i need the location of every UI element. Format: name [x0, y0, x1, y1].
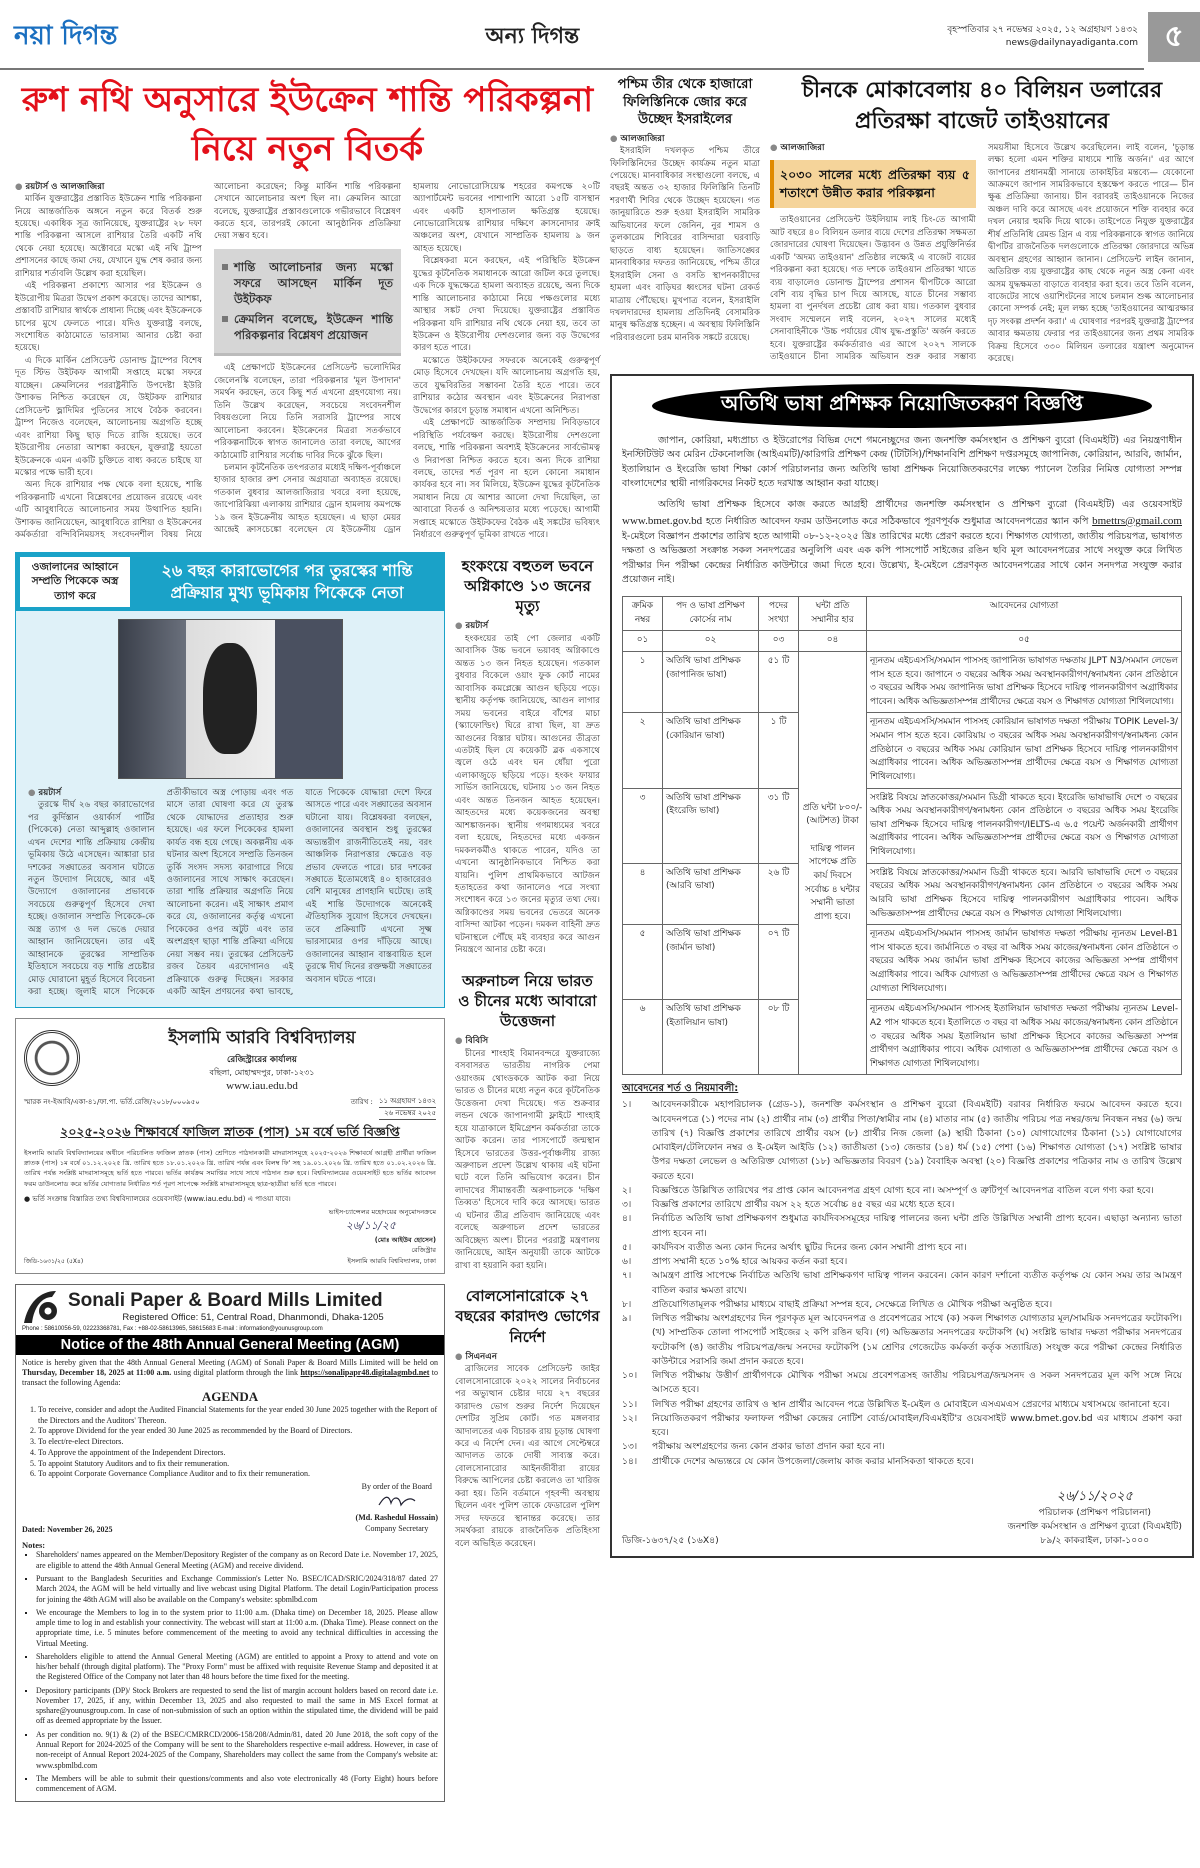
notes-list [22, 1550, 438, 1794]
agenda-title: AGENDA [201, 1388, 259, 1404]
iau-header [24, 1025, 436, 1092]
condition-number: ৮। [622, 1298, 632, 1310]
date-label: তারিখ : [350, 1097, 373, 1106]
table-row [623, 1000, 1182, 1075]
agm-intro [22, 1358, 438, 1389]
intro-text: using digital platform through the link [171, 1367, 301, 1377]
article-source: ● রয়টার্স [28, 787, 155, 799]
paragraph: এই প্রেক্ষাপটে ইউক্রেনের প্রেসিডেন্ট ভলোদিমির জেলেনস্কি বলেছেন, তারা পরিকল্পনার 'মূল উপাদান' সমর্থন করছেন, তবে কিছু শর্ত এখনো গ্রহণযোগ্য নয়। তিনি উল্লেখ করেছেন, সবচেয়ে সংবেদনশীল বিষয়গুলো নিয়ে তিনি সরাসরি ট্রাম্পের সাথে আলোচনা করবেন। ইউক্রেনের মিত্ররা সতর্কভাবে পরিকল্পনাটিকে স্বাগত জানালেও তারা বলছে, আগের কাঠামোটি রাশিয়ার সর্বোচ্চ দাবির দিকে ঝুঁকে ছিল। [214, 363, 401, 461]
article-source: ● সিএনএন [455, 1351, 600, 1363]
post-count-cell: ২৬ টি [759, 863, 799, 925]
post-name-cell: অতিথি ভাষা প্রশিক্ষক (জাপানিজ ভাষা) [663, 651, 759, 713]
post-name-cell: অতিথি ভাষা প্রশিক্ষক (আরবি ভাষা) [663, 863, 759, 925]
condition-text: লিখিত পরীক্ষা গ্রহণের তারিখ ও স্থান প্রার্থীর আবেদন পত্রে উল্লিখিত ই-মেইল ও মোবাইলে এসএমএস প্রেরণের মাধ্যমে যথাসময়ে জানানো হবে। [652, 1398, 1170, 1410]
taiwan-headline: চীনকে মোকাবেলায় ৪০ বিলিয়ন ডলারের প্রতিরক্ষা বাজেট তাইওয়ানের [801, 78, 1163, 134]
left-lower-section [15, 552, 600, 1803]
condition-number: ১৪। [622, 1455, 638, 1467]
ukraine-article-body [15, 181, 600, 542]
admission-notice-title: ২০২৫-২০২৬ শিক্ষাবর্ষে ফাজিল স্নাতক (পাস) ১ম বর্ষে ভর্তি বিজ্ঞপ্তি [60, 1123, 400, 1139]
post-name-cell: অতিথি ভাষা প্রশিক্ষক (ইংরেজি ভাষা) [663, 788, 759, 863]
bolsonaro-headline: বোলসোনারোকে ২৭ বছরের কারাদণ্ড ভোগের নির্দেশ [455, 1287, 600, 1346]
left-lower-column [15, 552, 445, 1803]
condition-text: পরীক্ষায় অংশগ্রহণের জন্য কোন প্রকার ভাতা প্রদান করা হবে না। [652, 1441, 885, 1453]
left-half [15, 76, 600, 1802]
memo-date-group [351, 1096, 436, 1120]
condition-text: লিখিত পরীক্ষায় অংশগ্রহণের দিন পূরণকৃত মূল আবেদনপত্র ও প্রবেশপত্রের সাথে (ক) সকল শিক্ষাগত যোগ্যতার মূল/সাময়িক সনদপত্রের ফটোকপি। (খ) সাম্প্রতিক তোলা পাসপোর্ট সাইজের ২ কপি রঙিন ছবি। (গ) অভিজ্ঞতার সনদপত্রের ফটোকপি (ঘ) সংশ্লিষ্ট ভাষার দক্ষতা পরীক্ষার সনদপত্রের ফটোকপি (ঙ) জাতীয় পরিচয়পত্র/জন্ম সনদের ফটোকপি (১ম শ্রেণির গেজেটেড কর্মকর্তা কর্তৃক সত্যায়িত) সংযুক্ত করে পরীক্ষা কেন্দ্রের নির্ধারিত কাউন্টারে সরাসরি জমা প্রদান করতে হবে। [652, 1313, 1182, 1367]
hongkong-article-body [455, 620, 600, 956]
post-count-cell: ১ টি [759, 713, 799, 788]
conditions-title: আবেদনের শর্ত ও নিয়মাবলী: [622, 1083, 739, 1095]
condition-item [622, 1198, 1182, 1212]
agenda-item: 1. To receive, consider and adopt the Audited Financial Statements for the year ended 30 June 2025 together with the Report of the Directors and the Auditors' Thereon. [38, 1405, 438, 1427]
signatory-title: রেজিস্ট্রার [411, 1246, 436, 1255]
arunachal-article [455, 971, 600, 1272]
post-name-cell: অতিথি ভাষা প্রশিক্ষক (জার্মান ভাষা) [663, 925, 759, 1000]
director-signature-block [1008, 1487, 1182, 1548]
company-name: Sonali Paper & Board Mills Limited [68, 1290, 383, 1312]
condition-number: ২। [622, 1184, 632, 1196]
westbank-article [610, 76, 760, 366]
iau-title: ইসলামি আরবি বিশ্ববিদ্যালয় [168, 1027, 356, 1048]
agenda-item: 4. To Approve the appointment of the Independent Directors. [38, 1448, 438, 1459]
honorarium-cell: প্রতি ঘন্টা ৮০০/- (আটশত) টাকা দায়িত্ব পালন সাপেক্ষে প্রতি কার্য দিবসে সর্বোচ্চ ৪ ঘন্টার সম্মানী ভাতা প্রাপ্য হবে। [799, 651, 867, 1075]
sonali-header [22, 1289, 438, 1325]
agm-signature-block [22, 1482, 438, 1534]
post-count-cell: ০৮ টি [759, 1000, 799, 1075]
agenda-item: 2. To approve Dividend for the year ended 30 June 2025 as recommended by the Board of Directors. [38, 1426, 438, 1437]
university-seal-icon [24, 1030, 80, 1086]
requirements-cell: সংশ্লিষ্ট বিষয়ে স্নাতকোত্তর/সমমান ডিগ্রী থাকতে হবে। আরবি ভাষাভাষি দেশে ৩ বছরের বছরের অধিক সময় অবস্থানকারীগণ/স্বনামধন্য কোন প্রতিষ্ঠানে ৩ বছরের অধিক সময় আরবি ভাষা প্রশিক্ষক হিসেবে দায়িত্ব পালনকারীগণ অগ্রাধিকার পাবেন। অধিক অভিজ্ঞতাসম্পন্ন প্রার্থীদের ক্ষেত্রে বয়স ও শিক্ষাগত যোগ্যতা শিথিলযোগ্য। [867, 863, 1182, 925]
bmet-footer [622, 1487, 1182, 1548]
intro-text: to transact the following Agenda: [22, 1367, 438, 1388]
company-logo-icon [22, 1289, 62, 1325]
memo-number: স্মারক নং-ইআবি/একা-৪১/ফা.পা. ভর্তি.রেজি/২০১৮/০০০৯৫০ [24, 1097, 200, 1106]
hongkong-article [455, 556, 600, 957]
text: ই-মেইলে বিজ্ঞাপন প্রকাশের তারিখ হতে আগামী ০৮-১২-২০২৫ খ্রিঃ তারিখের মধ্যে প্রেরণ করতে হবে। শিক্ষাগত যোগ্যতা, জাতীয় পরিচয়পত্র, ভাষাগত দক্ষতা ও অভিজ্ঞতা সংক্রান্ত সকল সনদপত্রের অনুলিপি এবং এক কপি পাসপোর্ট সাইজের রঙিন ছবি মূল আবেদনপত্রের সাথে সংযুক্ত করে লিখিত পরীক্ষার দিন পরীক্ষা কেন্দ্রের নির্ধারিত কাউন্টারে জমা দিতে হবে। উল্লেখ্য, ই-মেইলে প্রেরণকৃত আবেদনপত্রের সাথে কোন সনদপত্র সংযুক্ত করার প্রয়োজন নাই। [622, 530, 1182, 586]
serial-cell: ১ [623, 651, 663, 713]
signatory-address: ৮৯/২ কাকরাইল, ঢাকা-১০০০ [1040, 1534, 1150, 1546]
page-number: ৫ [1148, 12, 1200, 62]
condition-text: লিখিত পরীক্ষায় উত্তীর্ণ প্রার্থীগণকে মৌখিক পরীক্ষা সময়ে প্রবেশপত্রসহ জাতীয় পরিচয়পত্র/জন্মসনদ ও সকল সনদপত্রের মূল কপি সঙ্গে নিয়ে আসতে হবে। [652, 1370, 1182, 1396]
paragraph: অন্য দিকে রাশিয়ার পক্ষ থেকে বলা হয়েছে, শান্তি পরিকল্পনাটি এখনো বিশ্লেষণের প্রয়োজন রয়েছে এবং এটি আবুধাবিতে আলোচনার সময় উত্থাপিত হয়নি। উশাকভ জানিয়েছেন, আবুধাবিতে রাশিয়া ও ইউক্রেনের কর্মকর্তারা বন্দিবিনিময়সহ সংবেদনশীল বিষয় নিয়ে আলোচনা করেছেন; কিন্তু মার্কিন শান্তি পরিকল্পনা সেখানে আলোচনার অংশ ছিল না। ক্রেমলিন আরো বলেছে, যুক্তরাষ্ট্রের প্রস্তাবগুলোকে গভীরভাবে বিশ্লেষণ করতে হবে, তারপরই কোনো আনুষ্ঠানিক প্রতিক্রিয়া দেয়া সম্ভব হবে। [15, 181, 401, 541]
paragraph: মস্কোতে উইটকফের সফরকে অনেকেই গুরুত্বপূর্ণ মোড় হিসেবে দেখছেন। যদি আলোচনায় অগ্রগতি হয়, তবে যুদ্ধবিরতির সম্ভাবনা তৈরি হতে পারে। তবে রাশিয়ার কঠোর অবস্থান এবং ইউক্রেনের নিরাপত্তা উদ্বেগের কারণে চূড়ান্ত সমাধান এখনো অনিশ্চিত। [413, 355, 600, 416]
column-header: পদের সংখ্যা [759, 597, 799, 631]
signatory-org: ইসলামি আরবি বিশ্ববিদ্যালয়, ঢাকা [347, 1256, 436, 1265]
column-number: ০৪ [799, 631, 867, 652]
date-text: বৃহস্পতিবার ২৭ নভেম্বর ২০২৫, ১২ অগ্রহায়ণ ১৪৩২ [947, 24, 1138, 35]
column-header: পদ ও ভাষা প্রশিক্ষণ কোর্সের নাম [663, 597, 759, 631]
approval-text: ভাইস-চ্যান্সেলর মহোদয়ের অনুমোদনক্রমে [328, 1207, 436, 1216]
post-name-cell: অতিথি ভাষা প্রশিক্ষক (কোরিয়ান ভাষা) [663, 713, 759, 788]
condition-item [622, 1398, 1182, 1412]
condition-text: আবেদনকারীকে মহাপরিচালক (গ্রেড-১), জনশক্তি কর্মসংস্থান ও প্রশিক্ষণ ব্যুরো (বিএমইটি) বরাবর নির্ধারিত ফরমে আবেদন করতে হবে। আবেদনপত্রে (১) পদের নাম (২) প্রার্থীর নাম (৩) প্রার্থীর পিতা/স্বামীর নাম (৪) মাতার নাম (৫) জাতীয় পরিচয় পত্র নম্বর/জন্ম নিবন্ধন নম্বর (৬) জন্ম তারিখ (৭) বিজ্ঞপ্তি প্রকাশের তারিখে প্রার্থীর বয়স (৮) প্রার্থীর নিজ জেলা (৯) স্থায়ী ঠিকানা (১০) যোগাযোগের ঠিকানা (১১) যোগাযোগের মোবাইল/টেলিফোন নম্বর ও ই-মেইল আইডি (১২) জাতীয়তা (১৩) জেন্ডার (১৪) ধর্ম (১৫) পেশা (১৬) শিক্ষাগত যোগ্যতা (১৭) সংশ্লিষ্ট ভাষার উপর দক্ষতা লেভেল ও অতিরিক্ত যোগ্যতা (১৮) অভিজ্ঞতার বিবরণ (১৯) বৈবাহিক অবস্থা (২০) বিজ্ঞপ্তি প্রকাশের পত্রিকার নাম ও তারিখ উল্লেখ করতে হবে। [652, 1099, 1182, 1182]
registered-office: Registered Office: 51, Central Road, Dhanmondi, Dhaka-1205 [122, 1312, 384, 1324]
column-number-row [623, 631, 1182, 652]
bullet-text: ভর্তি সংক্রান্ত বিস্তারিত তথ্য বিশ্ববিদ্যালয়ের ওয়েবসাইট (www.iau.edu.bd) এ পাওয়া যাবে। [32, 1194, 291, 1203]
issue-date [947, 24, 1138, 51]
post-count-cell: ০৭ টি [759, 925, 799, 1000]
table-header-row [623, 597, 1182, 631]
application-email-link[interactable]: bmettrs@gmail.com [1092, 514, 1182, 527]
condition-item [622, 1455, 1182, 1469]
condition-text: বিজ্ঞপ্তি প্রকাশের তারিখে প্রার্থীর বয়স ২২ হতে সর্বোচ্চ ৪৫ বছর এর মধ্যে হতে হবে। [652, 1199, 955, 1211]
note-item: ▪ As per condition no. 9(1) & (2) of the BSEC/CMRRCD/2006-158/208/Admin/81, dated 20 June 2018, the soft copy of the Annual Report for 2024-2025 of the Company will be sent to the Shareholders respective e-mail address. However, in case of non-receipt of Annual Report 2024-2025 of the Company, Shareholders may collect the same from the Company's website at: www.spbmlbd.com [36, 1730, 438, 1771]
condition-text: কার্যদিবস ব্যতীত অন্য কোন দিনের অর্থাৎ ছুটির দিনের জন্য কোন সম্মানী প্রাপ্য হবে না। [652, 1241, 967, 1253]
notice-date: Dated: November 26, 2025 [22, 1525, 113, 1535]
condition-text: প্রার্থীকে দেশের অভ্যন্তরে যে কোন উপজেলা/জেলায় কাজ করার মানসিকতা থাকতে হবে। [652, 1455, 974, 1467]
note-item: ▪ The Members will be able to submit their questions/comments and also vote electronically 48 (Forty Eight) hours before commencement of AGM. [36, 1774, 438, 1795]
ad-code: জিডি-১৬৩১/২৫ (৫X৪) [24, 1257, 84, 1265]
condition-number: ৩। [622, 1199, 632, 1211]
condition-item [622, 1312, 1182, 1369]
paragraph: তাইওয়ানের প্রেসিডেন্ট উইলিয়াম লাই চিং-তে আগামী আট বছরে ৪০ বিলিয়ন ডলার ব্যয়ে দেশের প্রতিরক্ষা সক্ষমতা জোরদারের ঘোষণা দিয়েছেন। উদ্ভাবন ও উন্নত প্রযুক্তিনির্ভর একটি 'অদম্য তাইওয়ান' প্রতিষ্ঠার লক্ষ্যেই এ বাজেট ব্যয়ের পরিকল্পনা করা হয়েছে। গত দশকে তাইওয়ান প্রতিরক্ষা খাতে ব্যয় বাড়ালেও ডোনাল্ড ট্রাম্পের প্রশাসন দ্বীপটিকে আরো বেশি ব্যয় বৃদ্ধির চাপ দিয়ে আসছে, যাতে চীনের সম্ভাব্য হামলা বা পুনর্দখল প্রচেষ্টা রোধ করা যায়। গতকাল বুধবার সংবাদ সম্মেলনে লাই বলেন, ২০২৭ সালের মধ্যেই সেনাবাহিনীকে 'উচ্চ পর্যায়ের যৌথ যুদ্ধ-প্রস্তুতি' অর্জন করতে হবে। যুক্তরাষ্ট্রের কর্মকর্তারাও এর আগে ২০২৭ সালকে তাইওয়ানে চীনা সামরিক অভিযান শুরু করার সম্ভাব্য সময়সীমা হিসেবে উল্লেখ করেছিলেন। লাই বলেন, 'চূড়ান্ত লক্ষ্য হলো এমন শক্তির মাধ্যমে শান্তি অর্জন।' এর আগে জাপানের প্রধানমন্ত্রী সানায়ে তাকাইচির মন্তব্যে— যেকোনো আক্রমণে জাপান সামরিকভাবে হস্তক্ষেপ করতে পারে— চীন ক্ষুব্ধ প্রতিক্রিয়া জানায়। চীন বরাবরই তাইওয়ানকে নিজের অঞ্চল দাবি করে আসছে এবং প্রয়োজনে শক্তি ব্যবহার করে দখল নেয়ার হুমকি দিয়ে থাকে। তাইপেতে নিযুক্ত যুক্তরাষ্ট্রের শীর্ষ প্রতিনিধি রেমন্ড গ্রিন এ ব্যয় পরিকল্পনাকে স্বাগত জানিয়ে দ্বীপটির রাজনৈতিক দলগুলোকে প্রতিরক্ষা জোরদারে অভিন্ন অবস্থান গ্রহণের আহ্বান জানান। প্রেসিডেন্ট লাইন জানান, অতিরিক্ত ব্যয় যুক্তরাষ্ট্রের কাছ থেকে নতুন অস্ত্র কেনা এবং অসম যুদ্ধক্ষমতা বাড়াতে ব্যবহার করা হবে। তবে তিনি বলেন, বাজেটের সাথে ওয়াশিংটনের সাথে চলমান শুল্ক আলোচনার কোনো সম্পর্ক নেই; মূল লক্ষ্য হচ্ছে 'তাইওয়ানের আত্মরক্ষার দৃঢ় সংকল্প প্রদর্শন করা।' এ ঘোষণার পরপরই যুক্তরাষ্ট্র ট্রাম্পের আবার ক্ষমতায় ফেরার পর তাইওয়ানের জন্য প্রথম সামরিক বিক্রয় হিসেবে ৩৩০ মিলিয়ন ডলারের যন্ত্রাংশ অনুমোদন করেছে। [770, 142, 1194, 365]
requirements-cell: ন্যূনতম এইচএসসি/সমমান পাসসহ জাপানিজ ভাষাগত দক্ষতায় JLPT N3/সমমান লেভেল পাস হতে হবে। জাপানে ৩ বছরের অধিক সময় অবস্থানকারীগণ/স্বনামধন্য কোন প্রতিষ্ঠানে ৩ বছরের অধিক সময় জাপানিজ ভাষা প্রশিক্ষক হিসেবে দায়িত্ব পালনকারীগণ অগ্রাধিকার পাবেন। অধিক অভিজ্ঞতাসম্পন্ন প্রার্থীদের ক্ষেত্রে বয়স ও শিক্ষাগত যোগ্যতা শিথিলযোগ্য। [867, 651, 1182, 713]
condition-item [622, 1269, 1182, 1298]
condition-number: ১। [622, 1099, 632, 1111]
column-number: ০২ [663, 631, 759, 652]
taiwan-article-body [770, 142, 1194, 366]
bmet-website-link[interactable]: www.bmet.gov.bd [622, 514, 703, 527]
paragraph: মার্কিন যুক্তরাষ্ট্রের প্রস্তাবিত ইউক্রেন শান্তি পরিকল্পনা নিয়ে আন্তর্জাতিক অঙ্গনে নতুন করে বিতর্ক শুরু হয়েছে। একাধিক সূত্র জানিয়েছে, যুক্তরাষ্ট্রের ২৮ দফা শান্তি পরিকল্পনা আসলে রাশিয়ার তৈরি একটি নথি থেকে নেয়া হয়েছে। অক্টোবরে মস্কো এই নথি ট্রাম্প প্রশাসনের কাছে জমা দেয়, যেখানে যুদ্ধ শেষ করার জন্য রাশিয়ার শর্তাবলি উল্লেখ করা হয়েছিল। [15, 194, 202, 279]
serial-cell: ৩ [623, 788, 663, 863]
condition-number: ৫। [622, 1241, 632, 1253]
ukraine-headline: রুশ নথি অনুসারে ইউক্রেন শান্তি পরিকল্পনা নিয়ে নতুন বিতর্ক [21, 80, 594, 170]
condition-number: ৪। [622, 1213, 632, 1225]
section-title: অন্য দিগন্ত [485, 23, 580, 49]
bmet-ad-title: অতিথি ভাষা প্রশিক্ষক নিয়োজিতকরণ বিজ্ঞপ্তি [652, 384, 1152, 428]
condition-text: প্রাপ্য সম্মানী হতে ১০% হারে আয়কর কর্তন করা হবে। [652, 1256, 848, 1268]
serial-cell: ৫ [623, 925, 663, 1000]
paragraph: তুরস্কে দীর্ঘ ২৬ বছর কারাভোগের পর কুর্দিস্তান ওয়ার্কার্স পার্টির (পিকেকে) নেতা আব্দুল্লাহ ওজালান এখন দেশের শান্তি প্রক্রিয়ায় কেন্দ্রীয় ভূমিকায় উঠে এসেছেন। আঙ্কারা চার দশকের সঙ্ঘাতের অবসান ঘটাতে নতুন উদ্যোগ নিয়েছে, আর এই উদ্যোগে ওজালানের প্রভাবকে সবচেয়ে গুরুত্বপূর্ণ হিসেবে দেখা হচ্ছে। ওজালান সম্প্রতি পিকেকে-কে অস্ত্র ত্যাগ ও দল ভেঙে দেয়ার আহ্বান জানিয়েছেন। তার এই আহ্বানকে তুরস্কের সাম্প্রতিক ইতিহাসে সবচেয়ে বড় শান্তি প্রচেষ্টার মোড় ঘোরানো মুহূর্ত হিসেবে বিবেচনা করা হচ্ছে। জুলাই মাসে পিকেকে প্রতীকীভাবে অস্ত্র পোড়ায় এবং গত মাসে তারা ঘোষণা করে যে তুরস্ক থেকে যোদ্ধাদের প্রত্যাহার শুরু হয়েছে। এর ফলে পিকেকের হামলা কার্যত বন্ধ হয়ে গেছে। অকল্পনীয় এক ঘটনার অংশ হিসেবে সম্প্রতি তিনজন তুর্কি সংসদ সদস্য কারাগারে গিয়ে ওজালানের সাথে সাক্ষাৎ করেছেন। তারা শান্তি প্রক্রিয়ার অগ্রগতি নিয়ে আলোচনা করেন। এই সাক্ষাৎ প্রমাণ করে যে, ওজালানের কর্তৃত্ব এখনো পিকেকের ওপর অটুট এবং তার অংশগ্রহণ ছাড়া শান্তি প্রক্রিয়া এগিয়ে নেয়া সম্ভব নয়। তুরস্কের প্রেসিডেন্ট রজব তৈয়ব এরদোগানও এই প্রক্রিয়াকে গুরুত্ব দিচ্ছেন। সরকার একটি আইন প্রণয়নের কথা ভাবছে, যাতে পিকেকে যোদ্ধারা দেশে ফিরে আসতে পারে এবং সঙ্ঘাতের অবসান ঘটানো যায়। বিশ্লেষকরা বলছেন, ওজালানের অবস্থান শুধু তুরস্কের অভ্যন্তরীণ রাজনীতিতেই নয়, বরং আঞ্চলিক নিরাপত্তার ক্ষেত্রেও বড় প্রভাব ফেলতে পারে। চার দশকের সঙ্ঘাতে ইতোমধ্যেই ৪০ হাজারেরও বেশি মানুষের প্রাণহানি ঘটেছে। তাই এই শান্তি উদ্যোগকে অনেকেই ঐতিহাসিক সুযোগ হিসেবে দেখছেন। তবে প্রক্রিয়াটি এখনো সূক্ষ্ম ভারসাম্যের ওপর দাঁড়িয়ে আছে। ওজালানের আহ্বান বাস্তবায়িত হলে তুরস্কে দীর্ঘ দিনের রক্তক্ষয়ী সঙ্ঘাতের অবসান ঘটতে পারে। [28, 787, 432, 998]
memo-row [24, 1096, 436, 1120]
paragraph: এই প্রেক্ষাপটে আন্তর্জাতিক সম্প্রদায় নিবিড়ভাবে পরিস্থিতি পর্যবেক্ষণ করছে। ইউরোপীয় দেশগুলো বলছে, শান্তি পরিকল্পনা অবশ্যই ইউক্রেনের সার্বভৌমত্ব ও নিরাপত্তা নিশ্চিত করতে হবে। অন্য দিকে রাশিয়া বলছে, তাদের শর্ত পূরণ না হলে কোনো সমাধান কার্যকর হবে না। সব মিলিয়ে, ইউক্রেন যুদ্ধের কূটনৈতিক সমাধান নিয়ে যে আশার আলো দেখা দিয়েছিল, তা আবারো বিতর্ক ও অনিশ্চয়তার মধ্যে পড়েছে। আগামী সপ্তাহে মস্কোতে উইটকফের বৈঠক এই সঙ্কটের ভবিষ্যৎ নির্ধারণে গুরুত্বপূর্ণ ভূমিকা রাখতে পারে। [413, 418, 600, 541]
hongkong-headline: হংকংয়ে বহুতল ভবনে অগ্নিকাণ্ডে ১৩ জনের মৃত্যু [461, 556, 594, 616]
iau-signature-block [329, 1207, 436, 1267]
note-item: ▪ We encourage the Members to log in to the system prior to 11:00 a.m. (Dhaka time) on December 18, 2025. Please allow ample time to log in and establish your connectivity. The webcast will start at 11:00 a.m. (Dhaka Time). Please connect on the appropriate time, i.e. 5 minutes before commencement of the meeting to avoid any technical difficulties in accessing the Virtual Meeting. [36, 1608, 438, 1649]
sonali-heading [68, 1290, 438, 1323]
turkey-kicker: ওজালানের আহ্বানে সম্প্রতি পিকেকে অস্ত্র ত্যাগ করে [20, 557, 130, 607]
signature: ২৬/১১/২০২৫ [1056, 1488, 1133, 1504]
agenda-item: 5. To appoint Statutory Auditors and to fix their remuneration. [38, 1459, 438, 1470]
serial-cell: ৬ [623, 1000, 663, 1075]
paragraph: বিশ্লেষকরা মনে করছেন, এই পরিস্থিতি ইউক্রেন যুদ্ধের কূটনৈতিক সমাধানকে আরো জটিল করে তুলছে। এক দিকে যুদ্ধক্ষেত্রে হামলা অব্যাহত রয়েছে, অন্য দিকে শান্তি আলোচনার কাঠামো নিয়ে পক্ষগুলোর মধ্যে আস্থার সঙ্কট দেখা দিয়েছে। যুক্তরাষ্ট্রের প্রস্তাবিত পরিকল্পনা যদি রাশিয়ার নথি থেকে নেয়া হয়, তবে তা ইউক্রেন ও ইউরোপীয় দেশগুলোর জন্য বড় উদ্বেগের কারণ হতে পারে। [413, 256, 600, 354]
iau-office: রেজিস্ট্রারের কার্যালয় [227, 1054, 297, 1065]
table-row [623, 863, 1182, 925]
positions-table-body [623, 651, 1182, 1075]
protest-photo [118, 619, 343, 779]
paragraph: ইসরাইলি দখলকৃত পশ্চিম তীরে ফিলিস্তিনিদের উচ্ছেদ কার্যক্রম নতুন মাত্রা পেয়েছে। মানবাধিকার সংস্থাগুলো বলছে, এ বছরই অন্তত ৩২ হাজার ফিলিস্তিনি তিনটি শরণার্থী শিবির থেকে উচ্ছেদ হয়েছেন। গত জানুয়ারিতে শুরু হওয়া ইসরাইলি সামরিক অভিযানের ফলে জেনিন, নুর শামস ও তুলকারেম শিবিরের বাসিন্দারা ঘরবাড়ি ছাড়তে বাধ্য হয়েছেন। জাতিসঙ্ঘের মানবাধিকার দফতর জানিয়েছে, পশ্চিম তীরে ইসরাইলি সেনা ও বসতি স্থাপনকারীদের হামলা এবং বাড়িঘর ধ্বংসের ঘটনা রেকর্ড মাত্রায় পৌঁছেছে। মুখপাত্র বলেন, ইসরাইলি দখলদারদের হামলায় প্রতিদিনই বেসামরিক মানুষ ক্ষতিগ্রস্ত হচ্ছেন। এ অবস্থায় ফিলিস্তিনি পরিবারগুলো চরম মানবিক সঙ্কটে রয়েছে। [610, 146, 760, 343]
date-english: ২৬ নভেম্বর ২০২৫ [379, 1108, 436, 1120]
signatory-name: (Md. Rashedul Hossain) [355, 1512, 438, 1522]
note-item: ▪ Pursuant to the Bangladesh Securities and Exchange Commission's Letter No. BSEC/ICAD/SRIC/2024/318/87 dated 27 March 2024, the AGM will be held virtually and live webcast using Digital Platform. The detail Login/Participation process for joining the 48th AGM will also be available on the Company's website: spbmlbd.com [36, 1574, 438, 1605]
turkey-article-box [15, 552, 445, 1008]
by-order: By order of the Board [361, 1482, 432, 1492]
table-row [623, 788, 1182, 863]
intro-text: Notice is hereby given that the 48th Annual General Meeting (AGM) of Sonali Paper & Board Mills Limited will be held on [22, 1357, 438, 1367]
meeting-datetime: Thursday, December 18, 2025 at 11:00 a.m. [22, 1367, 172, 1377]
iau-website: www.iau.edu.bd [226, 1079, 298, 1092]
post-count-cell: ৩১ টি [759, 788, 799, 863]
page-header [0, 0, 1184, 70]
ukraine-highlights-box [214, 249, 401, 356]
arunachal-headline: অরুনাচল নিয়ে ভারত ও চীনের মধ্যে আবারো উত্তেজনা [458, 971, 597, 1031]
iau-footer [24, 1207, 436, 1267]
condition-number: ৯। [622, 1313, 632, 1325]
notice-body: ইসলামি আরবি বিশ্ববিদ্যালয়ের অধীনে পরিচালিত ফাজিল স্নাতক (পাস) শ্রেণিতে পাঠদানকারী মাদরাসাসমূহে ২০২৫-২০২৬ শিক্ষাবর্ষে আগ্রহী প্রার্থীরা ফাজিল স্নাতক (পাস) ১ম বর্ষে ০১.১২.২০২৫ খ্রি. তারিখ হতে ১৮.০১.২০২৬ খ্রি. তারিখ পর্যন্ত এবং বিলম্ব ফি' সহ ১৯.০১.২০২৬ খ্রি. তারিখ হতে ০১.০২.২০২৬ খ্রি. তারিখ পর্যন্ত সংশ্লিষ্ট মাদরাসাসমূহে ভর্তি হতে পারবে। ভর্তির কার্যক্রম সমাপ্তির সাথে সাথে পাঠদান শুরু হবে। বিশ্ববিদ্যালয়ের ওয়েবসাইট হতে ভর্তির আবেদন ফরম ডাউনলোড করে ভর্তির যোগ্যতার নির্ধারিত শর্ত পূরণ সাপেক্ষে সংশ্লিষ্ট মাদরাসাসমূহে ছাত্র-ছাত্রীরা ভর্তি হতে পারবে। [24, 1148, 436, 1188]
bmet-recruitment-ad [610, 374, 1194, 1558]
article-source: ● বিবিসি [455, 1035, 600, 1047]
condition-item [622, 1098, 1182, 1184]
side-news-column [455, 552, 600, 1803]
note-item: ▪ Shareholders' names appeared on the Member/Depository Register of the company as on Record Date i.e. November 17, 2025, are eligible to attend the 48th Annual General Meeting (AGM) and receive dividend. [36, 1550, 438, 1571]
condition-item [622, 1255, 1182, 1269]
condition-text: নির্বাচিত অতিথি ভাষা প্রশিক্ষকগণ শুধুমাত্র কার্যদিবসসমূহের দায়িত্ব পালনের জন্য ঘন্টা প্রতি উল্লিখিত সম্মানী প্রাপ্য হবেন। এছাড়া অন্যান্য ভাতা প্রাপ্য হবেন না। [652, 1213, 1182, 1239]
logo-text: নয়া দিগন্ত [14, 21, 118, 51]
right-half [610, 76, 1194, 1802]
signature: ২৬/১১/২৫ [345, 1219, 396, 1233]
page-body [0, 70, 1200, 1812]
paragraph: চীনের শাংহাই বিমানবন্দরে যুক্তরাজ্যে বসবাসরত ভারতীয় নাগরিক পেমা ওয়াংজম থোংডককে আটক করা নিয়ে ভারত ও চীনের মধ্যে নতুন করে কূটনৈতিক উত্তেজনা দেখা দিয়েছে। গত শুক্রবার লন্ডন থেকে জাপানগামী ফ্লাইটে শাংহাই হয়ে যাত্রাকালে ইমিগ্রেশন কর্মকর্তারা তাকে আটক করেন। তার পাসপোর্টে জন্মস্থান হিসেবে ভারতের উত্তর-পূর্বাঞ্চলীয় রাজ্য অরুণাচল প্রদেশ উল্লেখ থাকায় এই ঘটনা ঘটে বলে তিনি অভিযোগ করেন। চীন লাদাখের সীমান্তবর্তী অরুণাচলকে 'দক্ষিণ তিব্বত' হিসেবে দাবি করে আসছে। ভারত এ ঘটনার তীব্র প্রতিবাদ জানিয়েছে এবং বলেছে অরুণাচল প্রদেশ ভারতের অবিচ্ছেদ্য অংশ। চীনের পররাষ্ট্র মন্ত্রণালয় জানিয়েছে, আইন অনুযায়ী তাকে আটকে রাখা বা হয়রানি করা হয়নি। [455, 1048, 600, 1271]
notes-title: Notes: [22, 1540, 46, 1551]
agenda-item: 3. To elect/re-elect Directors. [38, 1437, 438, 1448]
ad-code: ডিজি-১৬৩৭/২৫ (১৬X৪) [622, 1534, 719, 1546]
turkey-header [16, 553, 444, 611]
condition-number: ১১। [622, 1398, 638, 1410]
condition-number: ১০। [622, 1370, 638, 1382]
note-item: ▪ Depository participants (DP)/ Stock Brokers are requested to send the list of margin account holders based on record date i.e. November 17, 2025, if any, within December 13, 2025 and also requested to mail the same in MS Excel format at spshare@younusgroup.com. In case of non-submission of such an option within the stipulated time, the dividend will be paid off as deemed appropriate by the Issuer. [36, 1686, 438, 1727]
condition-number: ৬। [622, 1256, 632, 1268]
condition-text: বিজ্ঞপ্তিতে উল্লিখিত তারিখের পর প্রাপ্ত কোন আবেদনপত্র গ্রহণ যোগ্য হবে না। অসম্পূর্ণ ও ত্রুটিপূর্ণ আবেদনপত্র বাতিল বলে গণ্য করা হবে। [652, 1184, 1154, 1196]
signatory-name: (মোঃ আইউব হোসেন) [374, 1235, 436, 1244]
condition-text: নিয়োজিতকরণ পরীক্ষার ফলাফল পরীক্ষা কেন্দ্রের নোটিশ বোর্ড/মোবাইল/বিএমইটি'র ওয়েবসাইট www.bmet.gov.bd এর মাধ্যমে প্রকাশ করা হবে। [652, 1412, 1182, 1439]
text: হতে নির্ধারিত আবেদন ফরম ডাউনলোড করে সঠিকভাবে পূরণপূর্বক শুধুমাত্র আবেদনপত্রের স্ক্যান কপি [702, 515, 1093, 527]
positions-table [622, 596, 1182, 1075]
turkey-headline: ২৬ বছর কারাভোগের পর তুরস্কের শান্তি প্রক্রিয়ার মুখ্য ভূমিকায় পিকেকে নেতা [161, 561, 413, 602]
application-instructions [622, 498, 1182, 588]
bolsonaro-article [455, 1286, 600, 1550]
article-source: ● আলজাজিরা [610, 133, 760, 145]
email-text: news@dailynayadiganta.com [1005, 38, 1138, 48]
newspaper-logo [14, 15, 117, 59]
agenda-item: 6. To appoint Corporate Governance Compliance Auditor and to fix their remuneration. [38, 1469, 438, 1480]
paragraph: এই পরিকল্পনা প্রকাশ্যে আসার পর ইউক্রেন ও ইউরোপীয় মিত্ররা উদ্বেগ প্রকাশ করেছে। তাদের আশঙ্কা, প্রস্তাবটি রাশিয়ার স্বার্থকে প্রাধান্য দিচ্ছে এবং ইউক্রেনকে চাপের মুখে ফেলতে পারে। যদিও যুক্তরাষ্ট্র বলছে, সংশোধিত কাঠামোতে ভারসাম্য আনার চেষ্টা করা হয়েছে। [15, 281, 203, 354]
table-row [623, 713, 1182, 788]
condition-number: ১২। [622, 1412, 638, 1424]
westbank-article-body [610, 133, 760, 345]
right-top-news [610, 76, 1194, 366]
condition-item [622, 1298, 1182, 1312]
memo-date [379, 1096, 436, 1120]
condition-number: ৭। [622, 1270, 632, 1282]
iau-admission-ad [15, 1018, 445, 1274]
contact-info: Phone : 58610056-59, 02223368781, Fax : +88-02-58613965, 58615683 E-mail : information@younusgroup.com [22, 1325, 323, 1332]
signatory-title: Company Secretary [365, 1523, 429, 1533]
paragraph: হংকংয়ের তাই পো জেলার একটি আবাসিক উচ্চ ভবনে ভয়াবহ অগ্নিকাণ্ডে অন্তত ১৩ জন নিহত হয়েছেন। গতকাল বুধবার বিকেলে ওয়াং ফুক কোর্ট নামের আবাসিক কমপ্লেক্সে আগুন ছড়িয়ে পড়ে। স্থানীয় কর্তৃপক্ষ জানিয়েছে, আগুন লাগার সময় ভবনের বাইরে বাঁশের মাচা (স্ক্যাফোল্ডিং) ঘিরে রাখা ছিল, যা দ্রুত আগুনের বিস্তার ঘটায়। আগুনের তীব্রতা এতটাই ছিল যে কয়েকটি ব্লক একসাথে জ্বলে ওঠে এবং ঘন ধোঁয়া পুরো এলাকাজুড়ে ছড়িয়ে পড়ে। হংকং ফায়ার সার্ভিস জানিয়েছে, ঘটনায় ১৩ জন নিহত এবং অন্তত তিনজন আহত হয়েছেন। আহতদের মধ্যে কয়েকজনের অবস্থা আশঙ্কাজনক। স্থানীয় গণমাধ্যমের খবরে বলা হয়েছে, নিহতদের মধ্যে একজন দমকলকর্মীও থাকতে পারেন, যদিও তা এখনো আনুষ্ঠানিকভাবে নিশ্চিত করা যায়নি। পুলিশ প্রাথমিকভাবে আটজন হতাহতের কথা জানালেও পরে সংখ্যা সংশোধন করে ১৩ জনের মৃত্যুর তথ্য দেয়। অগ্নিকাণ্ডের সময় ভবনের ভেতরে অনেক বাসিন্দা আটকা পড়েন। দমকল বাহিনী দ্রুত ঘটনাস্থলে পৌঁছে মই ব্যবহার করে আগুন নিয়ন্ত্রণে আনার চেষ্টা করে। [455, 633, 600, 956]
requirements-cell: ন্যূনতম এইচএসসি/সমমান পাসসহ কোরিয়ান ভাষাগত দক্ষতা পরীক্ষায় TOPIK Level-3/ সমমান পাস হতে হবে। কোরিয়ায় ৩ বছরের অধিক সময় অবস্থানকারীগণ/স্বনামধন্য কোন প্রতিষ্ঠানে ৩ বছরের অধিক সময় কোরিয়ান ভাষা প্রশিক্ষক হিসেবে দায়িত্ব পালনকারীগণ অগ্রাধিকার পাবেন। অধিক অভিজ্ঞতাসম্পন্ন প্রার্থীদের ক্ষেত্রে বয়স ও শিক্ষাগত যোগ্যতা শিথিলযোগ্য। [867, 713, 1182, 788]
signature-icon [377, 1493, 417, 1509]
text: অতিথি ভাষা প্রশিক্ষক হিসেবে কাজ করতে আগ্রহী প্রার্থীদের জনশক্তি কর্মসংস্থান ও প্রশিক্ষণ ব্যুরো (বিএমইটি) এর ওয়েবসাইট [658, 499, 1182, 511]
portrait-poster-icon [203, 643, 257, 754]
column-number: ০১ [623, 631, 663, 652]
turkey-article-body [28, 787, 432, 999]
secretary-signature [356, 1482, 438, 1534]
arunachal-article-body [455, 1035, 600, 1272]
requirements-cell: সংশ্লিষ্ট বিষয়ে স্নাতকোত্তর/সমমান ডিগ্রী থাকতে হবে। ইংরেজি ভাষাভাষি দেশে ৩ বছরের অধিক সময় অবস্থানকারীগণ/স্বনামধন্য কোন প্রতিষ্ঠানে ৩ বছরের অধিক সময় ইংরেজি ভাষা প্রশিক্ষক হিসেবে দায়িত্ব পালনকারীগণ/IELTS-এ ৬.৫ পয়েন্ট অর্জনকারী প্রার্থীগণ অগ্রাধিকার পাবেন। অধিক অভিজ্ঞতাসম্পন্ন প্রার্থীদের ক্ষেত্রে বয়স ও শিক্ষাগত যোগ্যতা শিথিলযোগ্য। [867, 788, 1182, 863]
condition-item [622, 1412, 1182, 1441]
article-source: ● রয়টার্স ও আলজাজিরা [15, 181, 202, 193]
article-source: ● রয়টার্স [455, 620, 600, 632]
paragraph: এ দিকে মার্কিন প্রেসিডেন্ট ডোনাল্ড ট্রাম্পের বিশেষ দূত স্টিভ উইটকফ আগামী সপ্তাহে মস্কো সফরে যাচ্ছেন। ক্রেমলিনের পররাষ্ট্রনীতি উপদেষ্টা ইউরি উশাকভ নিশ্চিত করেছেন যে, উইটকফ রাশিয়ার প্রেসিডেন্ট ভ্লাদিমির পুতিনের সাথে বৈঠক করবেন। ট্রাম্প নিজেও বলেছেন, আলোচনায় অগ্রগতি হচ্ছে এবং রাশিয়া কিছু ছাড় দিতে রাজি হয়েছে। তবে ইউরোপীয় নেতারা আশঙ্কা করছেন, যুক্তরাষ্ট্র হয়তো ইউক্রেনকে এমন একটি চুক্তিতে বাধ্য করতে চাইছে যা মস্কোর পক্ষে ভারী হবে। [15, 355, 202, 479]
agenda-list [22, 1405, 438, 1481]
column-number: ০৫ [867, 631, 1182, 652]
requirements-cell: ন্যূনতম এইচএসসি/সমমান পাসসহ ইতালিয়ান ভাষাগত দক্ষতা পরীক্ষায় ন্যূনতম Level-A2 পাস থাকতে হবে। ইতালিতে ৩ বছর বা অধিক সময় কাজের/স্বনামধন্য কোন প্রতিষ্ঠানে ৩ বছরের অধিক সময় ইতালিয়ান ভাষা প্রশিক্ষক হিসেবে কাজের অভিজ্ঞতা সম্পন্ন প্রার্থীগণ অগ্রাধিকার পাবে। অধিক যোগ্যতা ও অভিজ্ঞতাসম্পন্ন প্রার্থীদের ক্ষেত্রে বয়স ও শিক্ষাগত যোগ্যতা শিথিলযোগ্য। [867, 1000, 1182, 1075]
requirements-cell: ন্যূনতম এইচএসসি/সমমান পাসসহ জার্মান ভাষাগত দক্ষতা পরীক্ষায় ন্যূনতম Level-B1 পাস থাকতে হবে। জার্মানিতে ৩ বছর বা অধিক সময় কাজের/স্বনামধন্য কোন প্রতিষ্ঠানে ৩ বছরের অধিক সময় জার্মান ভাষা প্রশিক্ষক হিসেবে কাজের অভিজ্ঞতা সম্পন্ন প্রার্থীগণ অগ্রাধিকার পাবে। অধিক যোগ্যতা ও অভিজ্ঞতাসম্পন্ন প্রার্থীদের ক্ষেত্রে বয়স ও শিক্ষাগত যোগ্যতা শিথিলযোগ্য। [867, 925, 1182, 1000]
iau-address: বছিলা, মোহাম্মদপুর, ঢাকা-১২৩১ [209, 1067, 315, 1077]
agm-notice-title: Notice of the 48th Annual General Meeting (AGM) [16, 1335, 444, 1355]
table-row [623, 925, 1182, 1000]
conditions-list [622, 1098, 1182, 1469]
highlight-item: শান্তি আলোচনার জন্য মস্কো সফরে আসছেন মার্কিন দূত উইটকফ [222, 259, 393, 307]
condition-text: আমন্ত্রণ প্রাপ্তি সাপেক্ষে নির্বাচিত অতিথি ভাষা প্রশিক্ষকগণ দায়িত্ব পালন করবেন। কোন কারণ দর্শানো ব্যতীত কর্তৃপক্ষ যে কোন সময় তার আমন্ত্রণ বাতিল করার ক্ষমতা রাখে। [652, 1270, 1182, 1296]
westbank-headline: পশ্চিম তীর থেকে হাজারো ফিলিস্তিনিকে জোর করে উচ্ছেদ ইসরাইলের [617, 77, 753, 128]
date-bangla: ১১ অগ্রহায়ণ ১৪৩২ [379, 1096, 436, 1108]
turkey-content [16, 611, 444, 1007]
issue-info [947, 12, 1200, 62]
paragraph: ব্রাজিলের সাবেক প্রেসিডেন্ট জাইর বোলসোনারোকে ২০২২ সালের নির্বাচনের পর অভ্যুত্থান চেষ্টার দায়ে ২৭ বছরের কারাদণ্ড ভোগ শুরুর নির্দেশ দিয়েছেন দেশটির সুপ্রিম কোর্ট। গত মঙ্গলবার আদালতের এক বিচারক রায় চূড়ান্ত ঘোষণা করে এ নির্দেশ দেন। এর আগে সেপ্টেম্বরে আদালত তাকে দোষী সাব্যস্ত করে। বোলসোনারোর আইনজীবীরা রায়ের বিরুদ্ধে আপিলের চেষ্টা করলেও তা খারিজ করা হয়। তিনি বর্তমানে গৃহবন্দী অবস্থায় ছিলেন এবং পুলিশ তাকে ফেডারেল পুলিশ সদর দফতরে স্থানান্তর করেছে। তার সমর্থকরা রায়কে রাজনৈতিক প্রতিহিংসা বলে অভিহিত করেছেন। [455, 1364, 600, 1549]
iau-heading [88, 1025, 436, 1092]
highlight-item: ক্রেমলিন বলেছে, ইউক্রেন শান্তি পরিকল্পনার বিশ্লেষণ প্রয়োজন [222, 311, 393, 343]
condition-text: প্রতিযোগিতামূলক পরীক্ষার মাধ্যমে বাছাই প্রক্রিয়া সম্পন্ন হবে, সেক্ষেত্রে লিখিত ও মৌখিক পরীক্ষা অনুষ্ঠিত হবে। [652, 1298, 1053, 1310]
serial-cell: ৪ [623, 863, 663, 925]
condition-item [622, 1440, 1182, 1454]
info-bullet: ● ভর্তি সংক্রান্ত বিস্তারিত তথ্য বিশ্ববিদ্যালয়ের ওয়েবসাইট (www.iau.edu.bd) এ পাওয়া যাবে। [24, 1194, 291, 1203]
bolsonaro-article-body [455, 1351, 600, 1550]
signatory-org: জনশক্তি কর্মসংস্থান ও প্রশিক্ষণ ব্যুরো (বিএমইটি) [1007, 1521, 1182, 1533]
note-item: ▪ Shareholders eligible to attend the Annual General Meeting (AGM) are entitled to appoint a Proxy to attend and vote on his/her behalf (through digital platform). The "Proxy Form" must be affixed with requisite Revenue Stamp and deposited it at the Registered Office of the Company not later than 48 hours before the time fixed for the meeting. [36, 1652, 438, 1683]
agm-link[interactable]: https://sonalipapr48.digitalagmbd.net [300, 1367, 430, 1377]
column-header: ক্রমিক নম্বর [623, 597, 663, 631]
condition-item [622, 1184, 1182, 1198]
paragraph: চলমান কূটনৈতিক তৎপরতার মধ্যেই দক্ষিণ-পূর্বাঞ্চলে হাজার হাজার রুশ সেনার অগ্রযাত্রা অব্যাহত রয়েছে। গতকাল বুধবার আলজাজিরার খবরে বলা হয়েছে, জাপোরিঝিয়া এলাকায় রাশিয়ার ড্রোন হামলায় কমপক্ষে ১৯ জন ইউক্রেনীয় আহত হয়েছেন। এ ছাড়া মেয়র আন্দ্রেই ক্রাসচেঙ্কো বলেছেন যে ইউক্রেনীয় ড্রোন হামলায় নোভোরোসিয়েস্ক শহরের কমপক্ষে ২০টি অ্যাপার্টমেন্ট ভবনের পাশাপাশি আরো ১৫টি বাসস্থান এবং একটি হাসপাতাল ক্ষতিগ্রস্ত হয়েছে। নোভোরোসিয়েস্ক রাশিয়ার দক্ষিণে ক্রাসনোদার ক্রাই অঞ্চলের অংশ, যেখানে সাম্প্রতিক হামলায় ৯ জন আহত হয়েছে। [214, 181, 600, 536]
table-row [623, 651, 1182, 713]
condition-item [622, 1369, 1182, 1398]
condition-number: ১৩। [622, 1441, 638, 1453]
post-count-cell: ৫১ টি [759, 651, 799, 713]
column-header: ঘন্টা প্রতি সম্মানীর হার [799, 597, 867, 631]
signatory-title: পরিচালক (প্রশিক্ষণ পরিচালনা) [1038, 1507, 1151, 1519]
post-name-cell: অতিথি ভাষা প্রশিক্ষক (ইতালিয়ান ভাষা) [663, 1000, 759, 1075]
taiwan-pullquote: ২০৩০ সালের মধ্যে প্রতিরক্ষা ব্যয় ৫ শতাংশে উন্নীত করার পরিকল্পনা [770, 160, 976, 208]
serial-cell: ২ [623, 713, 663, 788]
taiwan-article [770, 76, 1194, 366]
condition-item [622, 1212, 1182, 1241]
column-header: আবেদনের যোগ্যতা [867, 597, 1182, 631]
ad-intro: জাপান, কোরিয়া, মধ্যপ্রাচ্য ও ইউরোপের বিভিন্ন দেশে গমনেচ্ছুদের জন্য জনশক্তি কর্মসংস্থান ও প্রশিক্ষণ ব্যুরো (বিএমইটি) এর নিয়ন্ত্রণাধীন ইনস্টিটিউট অব মেরিন টেকনোলজি (আইএমটি)/কারিগরি প্রশিক্ষণ কেন্দ্র (টিটিসি)/শিক্ষানবিশি প্রশিক্ষণ দপ্তরসমূহে জাপানিজ, কোরিয়ান, আরবি, জার্মান, ইতালিয়ান ও ইংরেজি ভাষা শিক্ষা কোর্স পরিচালনার জন্য অতিথি ভাষা প্রশিক্ষক নিয়োজিতকরণের লক্ষ্যে প্যানেল তৈরির নিমিত্ত যোগ্যতা সম্পন্ন বাংলাদেশের স্থায়ী নাগরিকদের নিকট হতে দরখাস্ত আহ্বান করা যাচ্ছে। [622, 434, 1182, 490]
condition-item [622, 1241, 1182, 1255]
sonali-agm-notice [15, 1284, 445, 1803]
column-number: ০৩ [759, 631, 799, 652]
article-source: ● আলজাজিরা [770, 142, 976, 154]
